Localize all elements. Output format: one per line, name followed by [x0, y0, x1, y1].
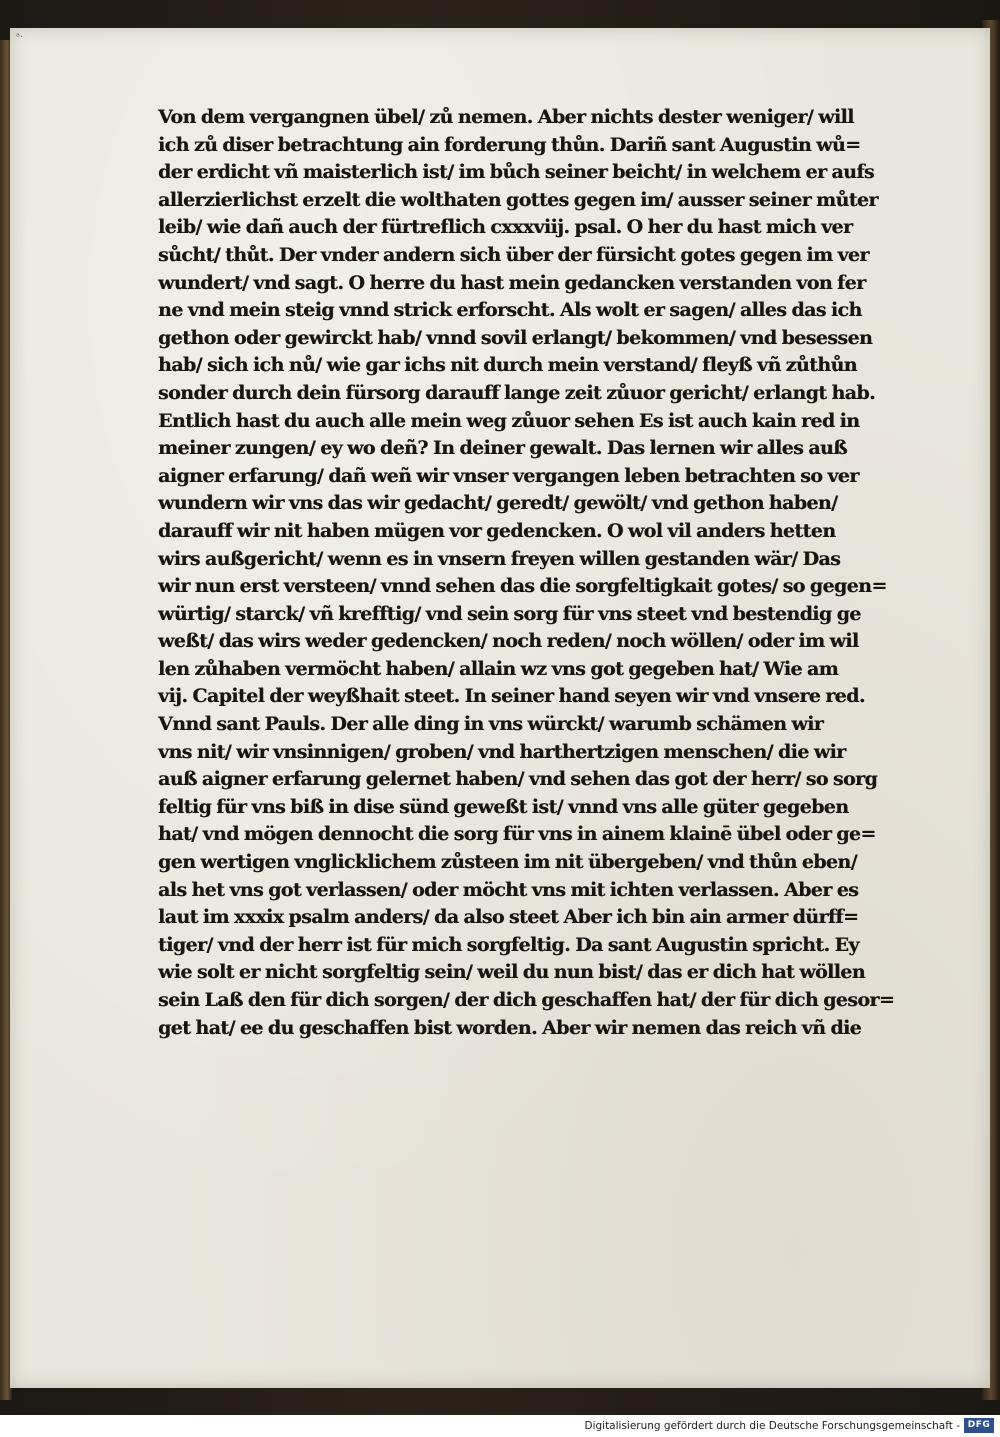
text-line: wir nun erst versteen/ vnnd sehen das die sorgfeltigkait gotes/ so gegen=	[158, 575, 887, 598]
text-line: tiger/ vnd der herr ist für mich sorgfeltig. Da sant Augustin spricht. Ey	[158, 933, 859, 956]
text-line: weßt/ das wirs weder gedencken/ noch reden/ noch wöllen/ oder im wil	[158, 630, 859, 653]
text-line: sonder durch dein fürsorg darauff lange zeit zůuor gericht/ erlangt hab.	[158, 381, 876, 404]
text-line: allerzierlichst erzelt die wolthaten gottes gegen im/ ausser seiner můter	[158, 188, 878, 211]
text-line: wirs außgericht/ wenn es in vnsern freyen willen gestanden wär/ Das	[158, 547, 841, 570]
text-line: Entlich hast du auch alle mein weg zůuor sehen Es ist auch kain red in	[158, 409, 860, 432]
text-line: vns nit/ wir vnsinnigen/ groben/ vnd harthertzigen menschen/ die wir	[158, 740, 846, 763]
text-line: vij. Capitel der weyßhait steet. In seiner hand seyen wir vnd vnsere red.	[158, 685, 865, 708]
text-line: würtig/ starck/ vñ krefftig/ vnd sein sorg für vns steet vnd bestendig ge	[158, 602, 861, 625]
text-line: darauff wir nit haben mügen vor gedencken. O wol vil anders hetten	[158, 519, 836, 542]
text-line: Vnnd sant Pauls. Der alle ding in vns würckt/ warumb schämen wir	[158, 713, 824, 736]
text-line: gethon oder gewirckt hab/ vnnd sovil erlangt/ bekommen/ vnd besessen	[158, 326, 873, 349]
text-line: aigner erfarung/ dañ weñ wir vnser vergangen leben betrachten so ver	[158, 464, 859, 487]
text-line: sein Laß den für dich sorgen/ der dich geschaffen hat/ der für dich gesor=	[158, 989, 895, 1011]
text-line: auß aigner erfarung gelernet haben/ vnd sehen das got der herr/ so sorg	[158, 768, 878, 791]
text-line: ich zů diser betrachtung ain forderung thůn. Dariñ sant Augustin wů=	[158, 133, 861, 156]
body-text	[158, 104, 933, 1042]
text-line: wie solt er nicht sorgfeltig sein/ weil du nun bist/ das er dich hat wöllen	[158, 961, 865, 984]
text-line: feltig für vns biß in dise sünd geweßt ist/ vnnd vns alle güter gegeben	[158, 795, 849, 818]
text-line: sůcht/ thůt. Der vnder andern sich über der fürsicht gotes gegen im ver	[158, 243, 869, 266]
footer-credit: Digitalisierung gefördert durch die Deutsche Forschungsgemeinschaft -	[584, 1420, 960, 1432]
text-line: meiner zungen/ ey wo deñ? In deiner gewalt. Das lernen wir alles auß	[158, 437, 847, 460]
text-line: hat/ vnd mögen dennocht die sorg für vns in ainem klainē übel oder ge=	[158, 823, 876, 846]
text-line: leib/ wie dañ auch der fürtreflich cxxxviij. psal. O her du hast mich ver	[158, 216, 853, 239]
text-line: laut im xxxix psalm anders/ da also steet Aber ich bin ain armer dürff=	[158, 906, 859, 929]
text-line: wundern wir vns das wir gedacht/ geredt/ gewölt/ vnd gethon haben/	[158, 492, 838, 515]
text-line: get hat/ ee du geschaffen bist worden. Aber wir nemen das reich vñ die	[158, 1016, 862, 1039]
dfg-logo[interactable]: DFG	[964, 1418, 994, 1433]
text-line: wundert/ vnd sagt. O herre du hast mein gedancken verstanden von fer	[158, 271, 866, 294]
text-line: der erdicht vñ maisterlich ist/ im bůch seiner beicht/ in welchem er aufs	[158, 161, 875, 184]
text-line: Von dem vergangnen übel/ zů nemen. Aber nichts dester weniger/ will	[158, 106, 854, 128]
text-line: als het vns got verlassen/ oder möcht vns mit ichten verlassen. Aber es	[158, 878, 859, 901]
book-page	[10, 28, 990, 1388]
text-line: len zůhaben vermöcht haben/ allain wz vns got gegeben hat/ Wie am	[158, 657, 839, 680]
text-line: ne vnd mein steig vnnd strick erforscht. Als wolt er sagen/ alles das ich	[158, 299, 862, 322]
text-line: gen wertigen vnglicklichem zůsteen im nit übergeben/ vnd thůn eben/	[158, 851, 857, 874]
footer-bar	[0, 1415, 1000, 1437]
page-corner-mark: ᵃ·	[16, 32, 24, 43]
text-line: hab/ sich ich nů/ wie gar ichs nit durch mein verstand/ fleyß vñ zůthůn	[158, 354, 857, 377]
